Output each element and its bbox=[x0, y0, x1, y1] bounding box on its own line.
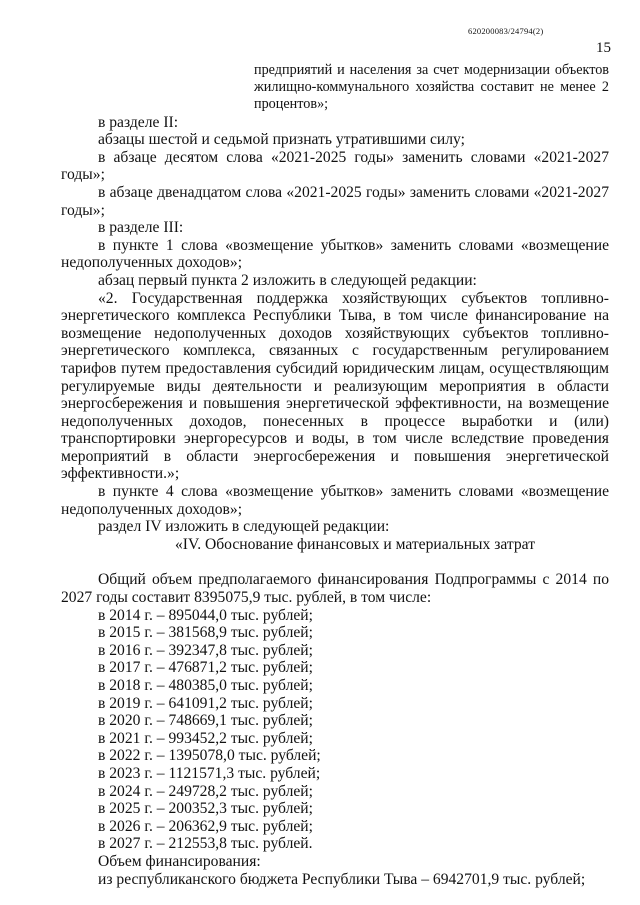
quote-continuation: предприятий и населения за счет модернизации объектов жилищно-коммунального хозяйства составит не менее 2 процентов»; bbox=[254, 62, 609, 113]
page-number: 15 bbox=[596, 40, 611, 56]
year-list-item: в 2026 г. – 206362,9 тыс. рублей; bbox=[98, 817, 313, 835]
paragraph: Общий объем предполагаемого финансирования Подпрограммы с 2014 по 2027 годы составит 8395075,9 тыс. рублей, в том числе: bbox=[61, 571, 609, 607]
paragraph: в абзаце двенадцатом слова «2021-2025 годы» заменить словами «2021-2027 годы»; bbox=[61, 183, 609, 219]
year-list-item: в 2018 г. – 480385,0 тыс. рублей; bbox=[98, 677, 313, 695]
paragraph: из республиканского бюджета Республики Тыва – 6942701,9 тыс. рублей; bbox=[98, 870, 586, 888]
year-list-item: в 2022 г. – 1395078,0 тыс. рублей; bbox=[98, 747, 321, 765]
paragraph: в пункте 4 слова «возмещение убытков» заменить словами «возмещение недополученных доходов»; bbox=[61, 483, 609, 518]
document-body bbox=[61, 62, 609, 888]
year-list-item: в 2019 г. – 641091,2 тыс. рублей; bbox=[98, 694, 313, 712]
quoted-paragraph: «2. Государственная поддержка хозяйствующих субъектов топливно-энергетического комплекса Республики Тыва, в том числе финансирование на возмещение недополученных доходов хозяйствующих субъектов топливно-энергетического комплекса, связанных с государственным регулированием тарифов путем предоставления субсидий юридическим лицам, осуществляющим регулируемые виды деятельности и реализующим мероприятия в области энергосбережения и повышения энергетической эффективности, на возмещение недополученных доходов, понесенных в процессе выработки и (или) транспортировки энергоресурсов и воды, в том числе вследствие проведения мероприятий в области энергосбережения и повышения энергетической эффективности.»; bbox=[61, 289, 609, 483]
paragraph: в абзаце десятом слова «2021-2025 годы» заменить словами «2021-2027 годы»; bbox=[61, 148, 609, 184]
paragraph: абзац первый пункта 2 изложить в следующей редакции: bbox=[98, 271, 477, 289]
paragraph: раздел IV изложить в следующей редакции: bbox=[98, 518, 390, 536]
spacer bbox=[61, 553, 609, 571]
paragraph: в разделе III: bbox=[98, 219, 184, 237]
year-list-item: в 2025 г. – 200352,3 тыс. рублей; bbox=[98, 800, 313, 818]
paragraph: в пункте 1 слова «возмещение убытков» заменить словами «возмещение недополученных доходов»; bbox=[61, 236, 609, 272]
year-list-item: в 2015 г. – 381568,9 тыс. рублей; bbox=[98, 624, 313, 642]
year-list-item: в 2023 г. – 1121571,3 тыс. рублей; bbox=[98, 764, 321, 782]
paragraph: Объем финансирования: bbox=[98, 852, 261, 870]
document-id: 620200083/24794(2) bbox=[468, 26, 544, 36]
year-list-item: в 2024 г. – 249728,2 тыс. рублей; bbox=[98, 782, 313, 800]
year-list-item: в 2016 г. – 392347,8 тыс. рублей; bbox=[98, 641, 313, 659]
year-list-item: в 2017 г. – 476871,2 тыс. рублей; bbox=[98, 659, 313, 677]
paragraph: абзацы шестой и седьмой признать утратившими силу; bbox=[98, 131, 465, 149]
section-heading: «IV. Обоснование финансовых и материальных затрат bbox=[174, 535, 536, 553]
year-list-item: в 2014 г. – 895044,0 тыс. рублей; bbox=[98, 606, 313, 624]
year-list-item: в 2020 г. – 748669,1 тыс. рублей; bbox=[98, 712, 313, 730]
year-list-item: в 2021 г. – 993452,2 тыс. рублей; bbox=[98, 729, 313, 747]
paragraph: в разделе II: bbox=[98, 113, 179, 131]
year-list-item: в 2027 г. – 212553,8 тыс. рублей. bbox=[98, 835, 313, 853]
